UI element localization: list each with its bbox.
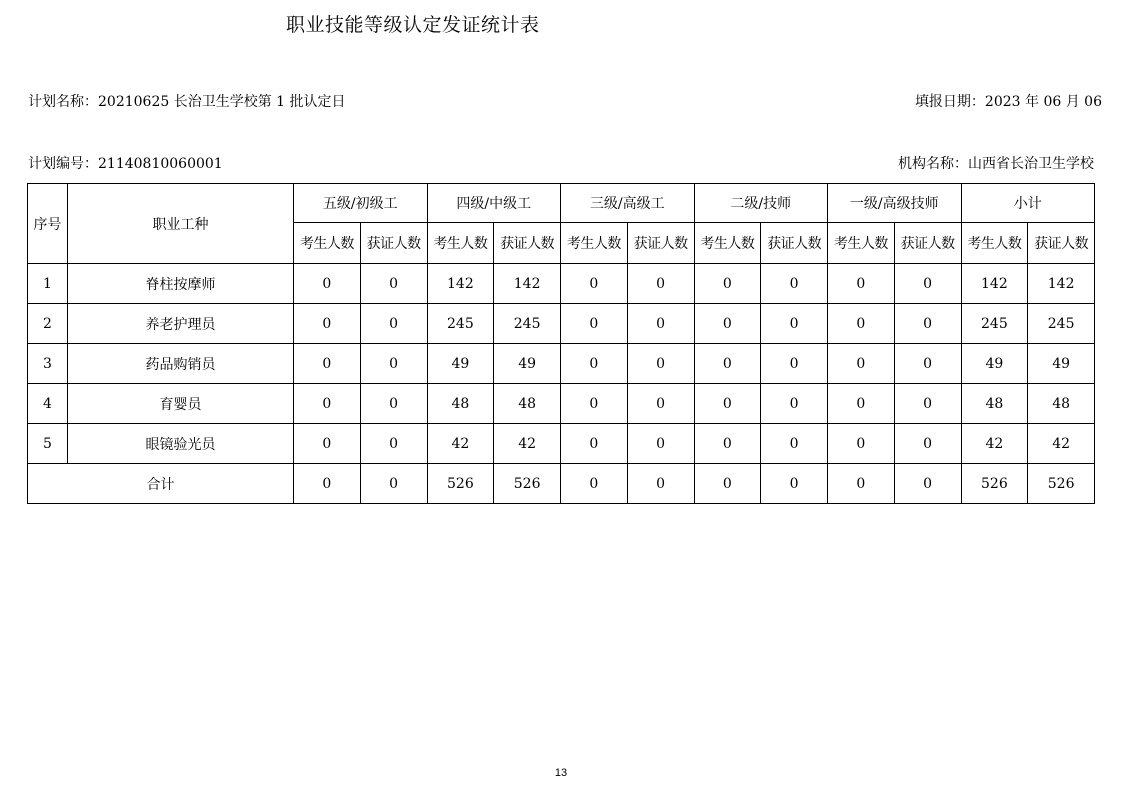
cell-value: 0 bbox=[761, 464, 828, 504]
cell-value: 0 bbox=[294, 344, 361, 384]
table-row bbox=[28, 384, 1095, 424]
cell-value: 0 bbox=[360, 304, 427, 344]
cell-value: 0 bbox=[561, 264, 628, 304]
header-cert-count: 获证人数 bbox=[894, 223, 961, 264]
cell-value: 48 bbox=[1028, 384, 1095, 424]
header-subtotal: 小计 bbox=[961, 184, 1095, 223]
cell-value: 42 bbox=[494, 424, 561, 464]
cell-value: 42 bbox=[1028, 424, 1095, 464]
cell-value: 49 bbox=[494, 344, 561, 384]
cell-value: 0 bbox=[294, 264, 361, 304]
header-level-1: 一级/高级技师 bbox=[828, 184, 962, 223]
cell-value: 49 bbox=[1028, 344, 1095, 384]
header-cert-count: 获证人数 bbox=[494, 223, 561, 264]
cell-value: 0 bbox=[561, 344, 628, 384]
cell-value: 0 bbox=[761, 424, 828, 464]
cell-value: 142 bbox=[427, 264, 494, 304]
page-title: 职业技能等级认定发证统计表 bbox=[286, 14, 540, 36]
header-level-row bbox=[28, 184, 1095, 223]
header-level-2: 二级/技师 bbox=[694, 184, 828, 223]
cell-value: 0 bbox=[761, 304, 828, 344]
table-row bbox=[28, 424, 1095, 464]
statistics-table bbox=[27, 183, 1095, 504]
header-exam-count: 考生人数 bbox=[561, 223, 628, 264]
cell-value: 0 bbox=[360, 344, 427, 384]
row-seq: 3 bbox=[28, 344, 68, 384]
cell-value: 0 bbox=[828, 304, 895, 344]
cell-value: 49 bbox=[961, 344, 1028, 384]
cell-value: 0 bbox=[561, 464, 628, 504]
header-level-5: 五级/初级工 bbox=[294, 184, 428, 223]
cell-value: 0 bbox=[694, 384, 761, 424]
cell-value: 49 bbox=[427, 344, 494, 384]
cell-value: 0 bbox=[561, 384, 628, 424]
header-level-3: 三级/高级工 bbox=[561, 184, 695, 223]
plan-name: 计划名称：20210625 长治卫生学校第 1 批认定日 bbox=[28, 94, 346, 110]
header-exam-count: 考生人数 bbox=[828, 223, 895, 264]
cell-value: 0 bbox=[828, 344, 895, 384]
header-exam-count: 考生人数 bbox=[961, 223, 1028, 264]
row-seq: 4 bbox=[28, 384, 68, 424]
header-exam-count: 考生人数 bbox=[694, 223, 761, 264]
cell-value: 0 bbox=[627, 384, 694, 424]
cell-value: 0 bbox=[294, 384, 361, 424]
cell-value: 0 bbox=[694, 264, 761, 304]
cell-value: 0 bbox=[694, 304, 761, 344]
fill-date: 填报日期：2023 年 06 月 06 bbox=[914, 94, 1102, 110]
row-occupation: 育婴员 bbox=[68, 384, 294, 424]
header-cert-count: 获证人数 bbox=[761, 223, 828, 264]
header-exam-count: 考生人数 bbox=[427, 223, 494, 264]
row-occupation: 药品购销员 bbox=[68, 344, 294, 384]
cell-value: 0 bbox=[761, 264, 828, 304]
cell-value: 245 bbox=[1028, 304, 1095, 344]
cell-value: 0 bbox=[828, 464, 895, 504]
cell-value: 0 bbox=[694, 464, 761, 504]
table-row bbox=[28, 344, 1095, 384]
header-seq: 序号 bbox=[28, 184, 68, 264]
cell-value: 0 bbox=[694, 344, 761, 384]
row-seq: 5 bbox=[28, 424, 68, 464]
row-occupation: 眼镜验光员 bbox=[68, 424, 294, 464]
cell-value: 0 bbox=[561, 304, 628, 344]
cell-value: 0 bbox=[627, 344, 694, 384]
total-row bbox=[28, 464, 1095, 504]
cell-value: 0 bbox=[828, 264, 895, 304]
cell-value: 142 bbox=[961, 264, 1028, 304]
cell-value: 0 bbox=[294, 424, 361, 464]
cell-value: 0 bbox=[894, 264, 961, 304]
total-label: 合计 bbox=[28, 464, 294, 504]
cell-value: 245 bbox=[427, 304, 494, 344]
cell-value: 526 bbox=[1028, 464, 1095, 504]
cell-value: 526 bbox=[961, 464, 1028, 504]
cell-value: 0 bbox=[894, 344, 961, 384]
cell-value: 0 bbox=[894, 384, 961, 424]
cell-value: 0 bbox=[761, 344, 828, 384]
cell-value: 0 bbox=[627, 424, 694, 464]
cell-value: 245 bbox=[961, 304, 1028, 344]
cell-value: 0 bbox=[894, 424, 961, 464]
cell-value: 0 bbox=[627, 264, 694, 304]
cell-value: 48 bbox=[961, 384, 1028, 424]
cell-value: 0 bbox=[627, 464, 694, 504]
cell-value: 0 bbox=[894, 464, 961, 504]
header-exam-count: 考生人数 bbox=[294, 223, 361, 264]
cell-value: 142 bbox=[1028, 264, 1095, 304]
cell-value: 0 bbox=[294, 464, 361, 504]
cell-value: 0 bbox=[360, 464, 427, 504]
cell-value: 42 bbox=[961, 424, 1028, 464]
header-cert-count: 获证人数 bbox=[1028, 223, 1095, 264]
header-cert-count: 获证人数 bbox=[360, 223, 427, 264]
header-occupation: 职业工种 bbox=[68, 184, 294, 264]
header-cert-count: 获证人数 bbox=[627, 223, 694, 264]
cell-value: 526 bbox=[427, 464, 494, 504]
cell-value: 42 bbox=[427, 424, 494, 464]
page-number: 13 bbox=[554, 767, 568, 779]
row-seq: 1 bbox=[28, 264, 68, 304]
table-row bbox=[28, 264, 1095, 304]
cell-value: 0 bbox=[561, 424, 628, 464]
cell-value: 0 bbox=[627, 304, 694, 344]
cell-value: 0 bbox=[360, 384, 427, 424]
cell-value: 48 bbox=[427, 384, 494, 424]
cell-value: 0 bbox=[828, 424, 895, 464]
cell-value: 526 bbox=[494, 464, 561, 504]
row-occupation: 养老护理员 bbox=[68, 304, 294, 344]
cell-value: 0 bbox=[694, 424, 761, 464]
cell-value: 0 bbox=[360, 264, 427, 304]
cell-value: 48 bbox=[494, 384, 561, 424]
row-occupation: 脊柱按摩师 bbox=[68, 264, 294, 304]
header-level-4: 四级/中级工 bbox=[427, 184, 561, 223]
cell-value: 142 bbox=[494, 264, 561, 304]
cell-value: 245 bbox=[494, 304, 561, 344]
plan-number: 计划编号：21140810060001 bbox=[28, 156, 223, 172]
row-seq: 2 bbox=[28, 304, 68, 344]
organization-name: 机构名称：山西省长治卫生学校 bbox=[898, 156, 1094, 172]
cell-value: 0 bbox=[828, 384, 895, 424]
cell-value: 0 bbox=[294, 304, 361, 344]
cell-value: 0 bbox=[761, 384, 828, 424]
table-row bbox=[28, 304, 1095, 344]
cell-value: 0 bbox=[894, 304, 961, 344]
cell-value: 0 bbox=[360, 424, 427, 464]
